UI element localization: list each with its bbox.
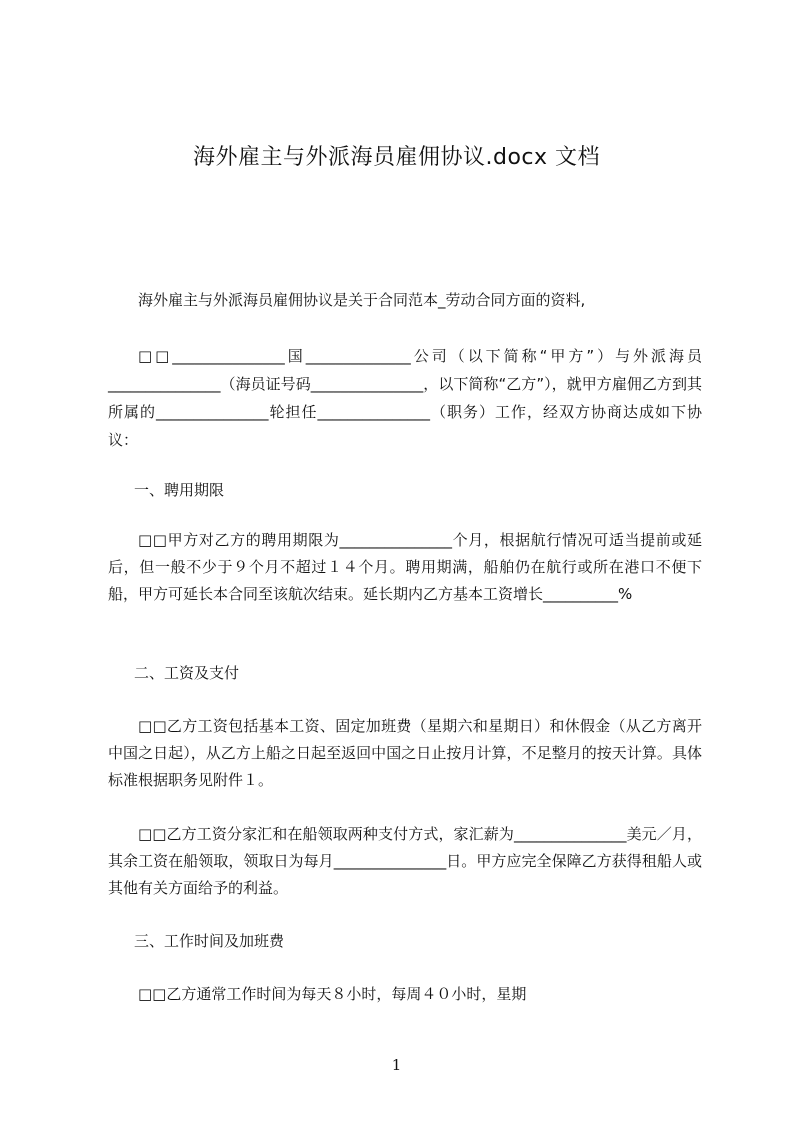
section-1-paragraph-1: □□甲方对乙方的聘用期限为_______________个月，根据航行情况可适当提前或延后，但一般不少于９个月不超过１４个月。聘用期满，船舶仍在航行或所在港口不便下船，甲方可延长本合同至该航次结束。延长期内乙方基本工资增长__________% [108, 531, 702, 603]
section-2-paragraph-1: □□乙方工资包括基本工资、固定加班费（星期六和星期日）和休假金（从乙方离开中国之日起），从乙方上船之日起至返回中国之日止按月计算，不足整月的按天计算。具体标准根据职务见附件１。 [108, 717, 702, 789]
section-heading-1: 一、聘用期限 [134, 481, 225, 499]
section-2-paragraph-2: □□乙方工资分家汇和在船领取两种支付方式，家汇薪为_______________美元／月，其余工资在船领取，领取日为每月_______________日。甲方应完全保障乙方获得租船人或其他有关方面给予的利益。 [108, 825, 702, 897]
section-heading-2: 二、工资及支付 [134, 664, 240, 682]
document-title: 海外雇主与外派海员雇佣协议.docx 文档 [192, 145, 601, 170]
section-heading-3: 三、工作时间及加班费 [134, 932, 285, 950]
intro-paragraph: 海外雇主与外派海员雇佣协议是关于合同范本_劳动合同方面的资料, [138, 291, 586, 309]
section-3-paragraph-1: □□乙方通常工作时间为每天８小时，每周４０小时，星期 [138, 985, 527, 1003]
preamble-paragraph: □□_______________国______________公司（以下简称“甲方”）与外派海员_______________（海员证号码_______________，以下简称“乙方”），就甲方雇佣乙方到其所属的_______________轮担任_______________（职务）工作，经双方协商达成如下协议： [108, 347, 702, 449]
page-number: 1 [391, 1056, 402, 1074]
